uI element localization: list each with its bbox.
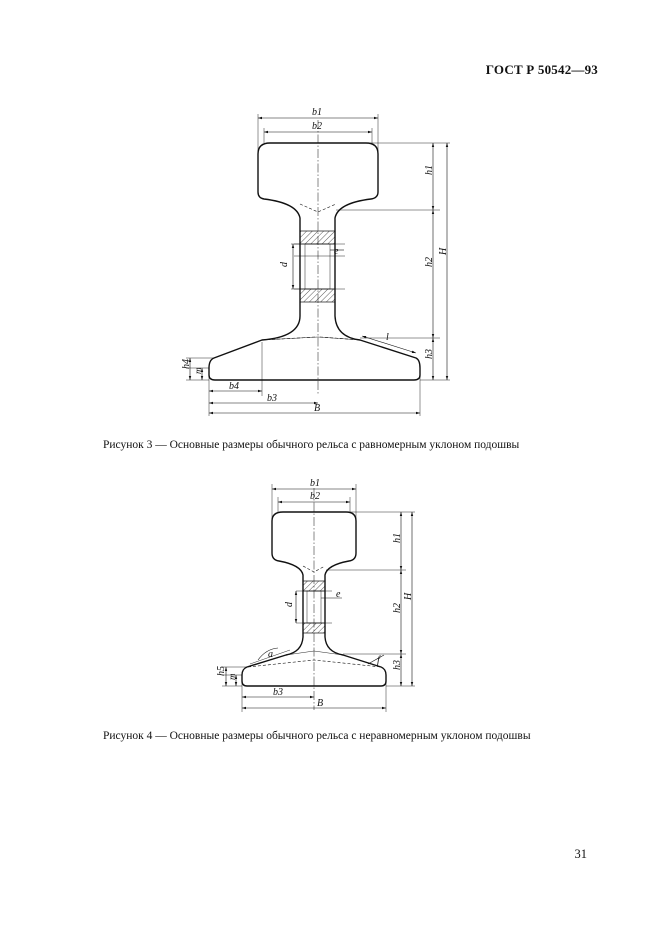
dim-b2: b2 xyxy=(312,121,322,132)
dim-B: B xyxy=(314,403,321,414)
dim-b3: b3 xyxy=(267,393,277,404)
dim4-a: a xyxy=(268,649,273,660)
dim4-H: H xyxy=(403,592,414,600)
dim4-h3: h3 xyxy=(392,660,403,670)
page-number: 31 xyxy=(574,847,587,861)
dim4-m: m xyxy=(227,673,237,680)
dim4-b1: b1 xyxy=(310,478,320,489)
dim-l: l xyxy=(386,332,389,343)
bolt-hole-top-hatch-2 xyxy=(303,581,325,591)
dim4-h2: h2 xyxy=(392,603,403,613)
dim-h3: h3 xyxy=(424,349,435,359)
dim-b1: b1 xyxy=(312,107,322,118)
dim-e: e xyxy=(334,246,339,257)
dim-d: d xyxy=(279,262,290,267)
document-header: ГОСТ Р 50542—93 xyxy=(485,62,598,77)
dim-h1: h1 xyxy=(424,165,435,175)
figure-3-caption: Рисунок 3 — Основные размеры обычного рельса с равномерным уклоном подошвы xyxy=(103,439,520,451)
dim4-b3: b3 xyxy=(273,687,283,698)
dim4-B: B xyxy=(317,698,324,709)
dim4-d: d xyxy=(284,602,295,607)
dim-H: H xyxy=(438,247,449,255)
dim-h4: h4 xyxy=(181,359,192,369)
dim4-e: e xyxy=(336,589,341,600)
dim4-h5: h5 xyxy=(216,666,227,676)
dim4-b2: b2 xyxy=(310,491,320,502)
dim-h2: h2 xyxy=(424,257,435,267)
figure-4-caption: Рисунок 4 — Основные размеры обычного рельса с неравномерным уклоном подошвы xyxy=(103,730,531,742)
dim-b4: b4 xyxy=(229,381,239,392)
dim4-h1: h1 xyxy=(392,533,403,543)
dim4-f: f xyxy=(377,655,380,666)
dim-m: m xyxy=(193,367,203,374)
bolt-hole-bottom-hatch-2 xyxy=(303,623,325,633)
